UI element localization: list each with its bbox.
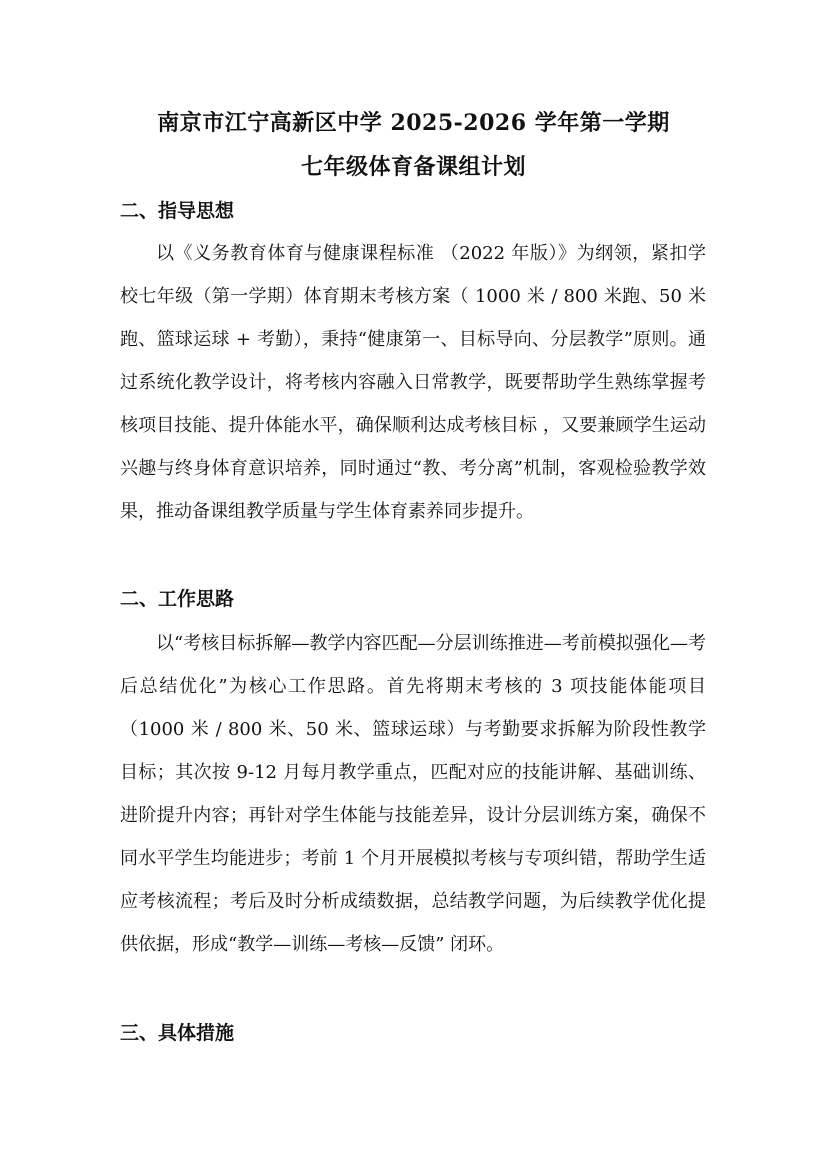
document-title-line-2: 七年级体育备课组计划 xyxy=(300,154,526,180)
section-heading-work-approach: 二、工作思路 xyxy=(120,588,235,610)
section-heading-guiding-ideology: 二、指导思想 xyxy=(120,200,235,222)
section-paragraph-guiding-ideology: 以《义务教育体育与健康课程标准 （2022 年版）》为纲领，紧扣学校七年级（第一学期）体育期末考核方案（ 1000 米 / 800 米跑、50 米跑、篮球运球 + 考勤），秉持“健康第一、目标导向、分层教学”原则。通过系统化教学设计，将考核内容融入日常教学，既要帮助学生熟练掌握考核项目技能、提升体能水平，确保顺利达成考核目标 ，又要兼顾学生运动兴趣与终身体育意识培养，同时通过“教、考分离”机制，客观检验教学效果，推动备课组教学质量与学生体育素养同步提升。 xyxy=(120,243,706,522)
document-title-line-1: 南京市江宁高新区中学 2025-2026 学年第一学期 xyxy=(157,110,670,136)
section-heading-specific-measures: 三、具体措施 xyxy=(120,1022,235,1044)
section-paragraph-work-approach: 以“考核目标拆解—教学内容匹配—分层训练推进—考前模拟强化—考后总结优化”为核心工作思路。首先将期末考核的 3 项技能体能项目（1000 米 / 800 米、50 米、篮球运球）与考勤要求拆解为阶段性教学目标；其次按 9-12 月每月教学重点，匹配对应的技能讲解、基础训练、进阶提升内容；再针对学生体能与技能差异，设计分层训练方案，确保不同水平学生均能进步；考前 1 个月开展模拟考核与专项纠错，帮助学生适应考核流程；考后及时分析成绩数据，总结教学问题，为后续教学优化提供依据，形成“教学—训练—考核—反馈” 闭环。 xyxy=(120,633,706,955)
